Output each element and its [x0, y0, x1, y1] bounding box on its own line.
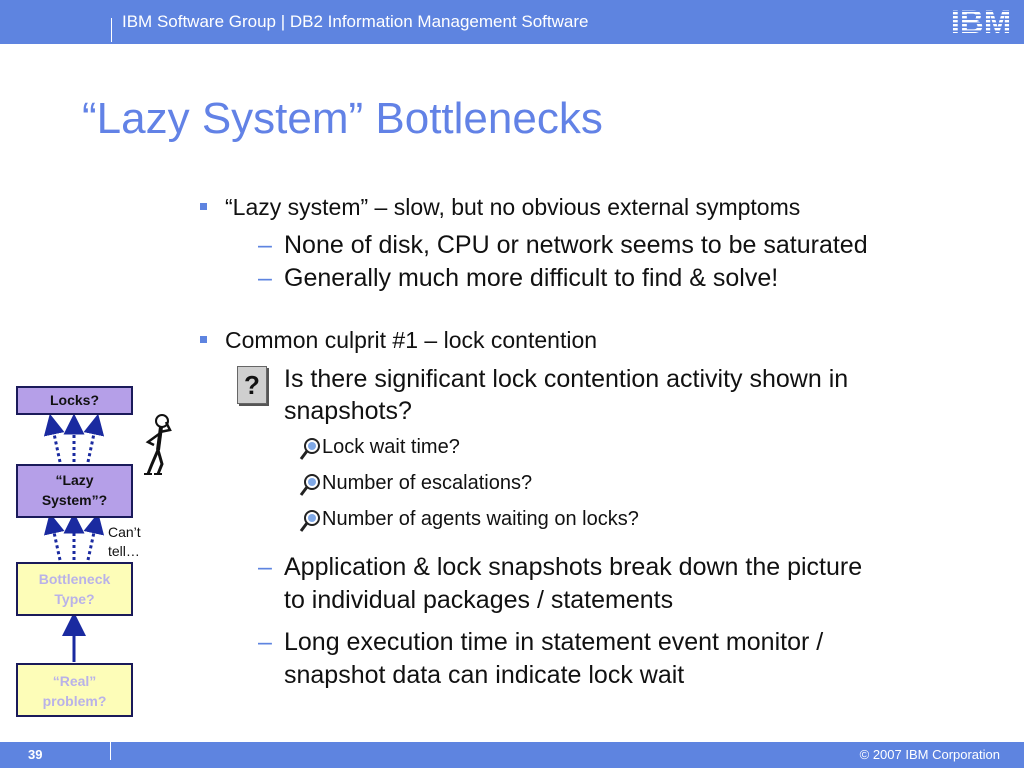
real-label-line-1: “Real”: [52, 673, 97, 689]
bullet-square-icon: [200, 336, 207, 343]
header-bar: [0, 0, 1024, 44]
magnifier-icon: [299, 473, 321, 497]
cant-tell-label: [108, 523, 141, 561]
sub-bullet-difficult: Generally much more difficult to find & solve!: [284, 264, 779, 292]
bottleneck-label-line-1: Bottleneck: [38, 571, 111, 587]
bullet-lock-contention: Common culprit #1 – lock contention: [225, 327, 598, 353]
diagram-box-bottleneck-type: [16, 562, 133, 616]
check-agents-waiting: Number of agents waiting on locks?: [322, 508, 639, 530]
bottleneck-label-line-2: Type?: [54, 591, 95, 607]
bullet-lazy-system: “Lazy system” – slow, but no obvious external symptoms: [225, 194, 801, 220]
bullet-square-icon: [200, 203, 207, 210]
header-text: IBM Software Group | DB2 Information Management Software: [122, 12, 589, 31]
sub-bullet-none-saturated: None of disk, CPU or network seems to be saturated: [284, 231, 868, 259]
thinking-person-icon: [140, 412, 182, 476]
real-label-line-2: problem?: [42, 693, 107, 709]
question-mark-icon: ?: [237, 366, 267, 404]
footer-divider: [110, 740, 111, 760]
dash-icon: –: [258, 553, 272, 581]
header-divider: [111, 18, 112, 42]
page-number: 39: [28, 747, 43, 762]
sub-bullet-execution-line-1: Long execution time in statement event monitor /: [284, 628, 824, 656]
question-line-1: Is there significant lock contention activity shown in: [284, 365, 849, 393]
dash-icon: –: [258, 264, 272, 292]
sub-bullet-snapshots-line-1: Application & lock snapshots break down the picture: [284, 553, 863, 581]
check-escalations: Number of escalations?: [322, 472, 533, 494]
sub-bullet-snapshots-line-2: to individual packages / statements: [284, 586, 674, 614]
lazy-label-line-1: “Lazy: [55, 472, 94, 488]
ibm-logo-text: IBM: [950, 4, 1012, 38]
magnifier-icon: [299, 437, 321, 461]
footer-bar: [0, 742, 1024, 768]
locks-label: Locks?: [49, 392, 99, 408]
magnifier-icon: [299, 509, 321, 533]
diagram-box-real-problem: [16, 663, 133, 717]
dash-icon: –: [258, 628, 272, 656]
lazy-label-line-2: System”?: [41, 492, 108, 508]
diagram-box-locks: [16, 386, 133, 415]
check-lock-wait-time: Lock wait time?: [322, 436, 460, 458]
page-title: “Lazy System” Bottlenecks: [82, 94, 603, 143]
diagram-box-lazy-system: [16, 464, 133, 518]
cant-tell-line-2: tell…: [108, 543, 140, 559]
sub-bullet-execution-line-2: snapshot data can indicate lock wait: [284, 661, 685, 689]
cant-tell-line-1: Can’t: [108, 524, 141, 540]
copyright: © 2007 IBM Corporation: [859, 747, 1000, 762]
question-line-2: snapshots?: [284, 397, 412, 425]
ibm-logo: [945, 4, 1017, 38]
dash-icon: –: [258, 231, 272, 259]
